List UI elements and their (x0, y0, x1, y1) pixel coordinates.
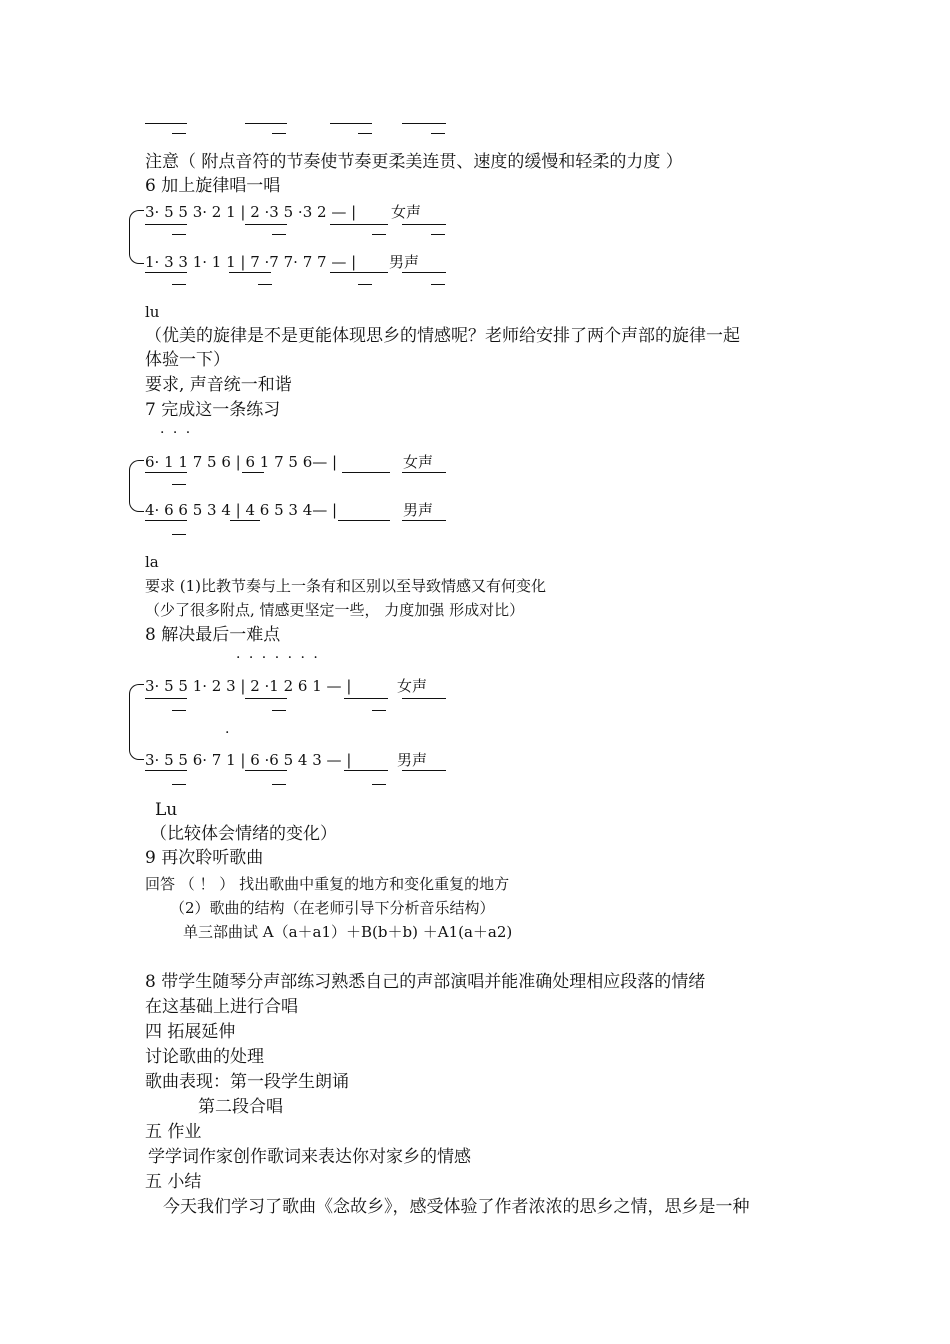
beam-line (145, 224, 187, 225)
beam-line (344, 698, 388, 699)
beam-line (344, 770, 388, 771)
beam-line (172, 133, 186, 134)
beam-line (330, 123, 372, 124)
question-line-1: （优美的旋律是不是更能体现思乡的情感呢？老师给安排了两个声部的旋律一起 (145, 326, 740, 346)
question-line-2: 体验一下） (145, 350, 230, 370)
beam-line (145, 770, 187, 771)
step-8-line-1: 8 带学生随琴分声部练习熟悉自己的声部演唱并能准确处理相应段落的情绪 (145, 972, 706, 992)
beam-line (230, 520, 260, 521)
discuss-line: 讨论歌曲的处理 (145, 1047, 264, 1067)
beam-line (272, 710, 286, 711)
section-6-title: 6 加上旋律唱一唱 (145, 176, 281, 196)
beam-line (402, 272, 446, 273)
beam-line (402, 224, 446, 225)
note-text: 注意（ 附点音符的节奏使节奏更柔美连贯、速度的缓慢和轻柔的力度 ） (145, 152, 683, 172)
syllable-lu: lu (145, 303, 160, 321)
syllable-Lu: Lu (155, 800, 178, 820)
beam-line (272, 784, 286, 785)
beam-line (145, 698, 187, 699)
beam-line (172, 234, 186, 235)
beam-line (402, 472, 446, 473)
structure-line: 单三部曲试 A（a＋a1）＋B(b＋b) ＋A1(a＋a2) (183, 923, 513, 941)
answer-line-1: 回答 （ ！ ） 找出歌曲中重复的地方和变化重复的地方 (145, 875, 510, 893)
summary-heading: 五 小结 (145, 1172, 202, 1192)
label-female: 女声 (397, 677, 428, 695)
part-bracket (129, 210, 144, 264)
beam-line (402, 520, 446, 521)
part-4-heading: 四 拓展延伸 (145, 1022, 236, 1042)
homework-text: 学学词作家创作歌词来表达你对家乡的情感 (148, 1147, 471, 1167)
beam-line (258, 284, 272, 285)
summary-text: 今天我们学习了歌曲《念故乡》，感受体验了作者浓浓的思乡之情，思乡是一种 (163, 1197, 750, 1217)
beam-line (402, 770, 446, 771)
beam-line (402, 123, 446, 124)
octave-dots: · · · · · · · (236, 650, 320, 666)
beam-line (145, 123, 187, 124)
beam-line (172, 534, 186, 535)
beam-line (330, 224, 388, 225)
notation-male-7: 4· 6 6 5 3 4 | 4 6 5 3 4— | (145, 501, 338, 519)
octave-dots: · · · (160, 425, 193, 441)
perform-line-1: 歌曲表现：第一段学生朗诵 (145, 1072, 349, 1092)
label-male: 男声 (397, 751, 428, 769)
beam-line (358, 284, 372, 285)
beam-line (330, 272, 388, 273)
octave-dots: · (225, 725, 232, 741)
section-9-title: 9 再次聆听歌曲 (145, 848, 264, 868)
section-8-note: （比较体会情绪的变化） (150, 824, 337, 844)
beam-line (338, 520, 390, 521)
beam-line (245, 123, 287, 124)
beam-line (372, 710, 386, 711)
beam-line (431, 234, 445, 235)
beam-line (372, 234, 386, 235)
requirement-7-line-1: 要求 (1)比教节奏与上一条有和区别以至导致情感又有何变化 (145, 577, 547, 595)
beam-line (372, 784, 386, 785)
beam-line (272, 133, 286, 134)
label-male: 男声 (403, 501, 434, 519)
beam-line (172, 710, 186, 711)
beam-line (402, 698, 446, 699)
step-8-line-2: 在这基础上进行合唱 (145, 997, 298, 1017)
part-bracket (129, 684, 144, 760)
beam-line (242, 472, 264, 473)
beam-line (272, 234, 286, 235)
homework-heading: 五 作业 (145, 1122, 202, 1142)
syllable-la: la (145, 553, 159, 571)
beam-line (172, 284, 186, 285)
label-female: 女声 (403, 453, 434, 471)
answer-line-2: （2）歌曲的结构（在老师引导下分析音乐结构） (170, 899, 495, 917)
beam-line (431, 133, 445, 134)
label-female: 女声 (391, 203, 422, 221)
requirement-7-line-2: （少了很多附点, 情感更坚定一些， 力度加强 形成对比） (145, 601, 525, 619)
beam-line (245, 224, 287, 225)
beam-line (245, 770, 287, 771)
label-male: 男声 (389, 253, 420, 271)
part-bracket (129, 460, 144, 512)
beam-line (245, 698, 287, 699)
beam-line (342, 472, 390, 473)
notation-male-8: 3· 5 5 6· 7 1 | 6 ·6 5 4 3 — | (145, 751, 352, 769)
beam-line (172, 484, 186, 485)
notation-female-8: 3· 5 5 1· 2 3 | 2 ·1 2 6 1 — | (145, 677, 352, 695)
perform-line-2: 第二段合唱 (198, 1097, 283, 1117)
beam-line (145, 272, 187, 273)
beam-line (145, 472, 187, 473)
section-7-title: 7 完成这一条练习 (145, 400, 281, 420)
beam-line (229, 272, 271, 273)
notation-female-7: 6· 1 1 7 5 6 | 6 1 7 5 6— | (145, 453, 338, 471)
beam-line (145, 520, 187, 521)
requirement-6: 要求, 声音统一和谐 (145, 375, 292, 395)
beam-line (172, 784, 186, 785)
section-8-title: 8 解决最后一难点 (145, 625, 281, 645)
beam-line (358, 133, 372, 134)
notation-male-6: 1· 3 3 1· 1 1 | 7 ·7 7· 7 7 — | (145, 253, 357, 271)
beam-line (431, 284, 445, 285)
notation-female-6: 3· 5 5 3· 2 1 | 2 ·3 5 ·3 2 — | (145, 203, 357, 221)
